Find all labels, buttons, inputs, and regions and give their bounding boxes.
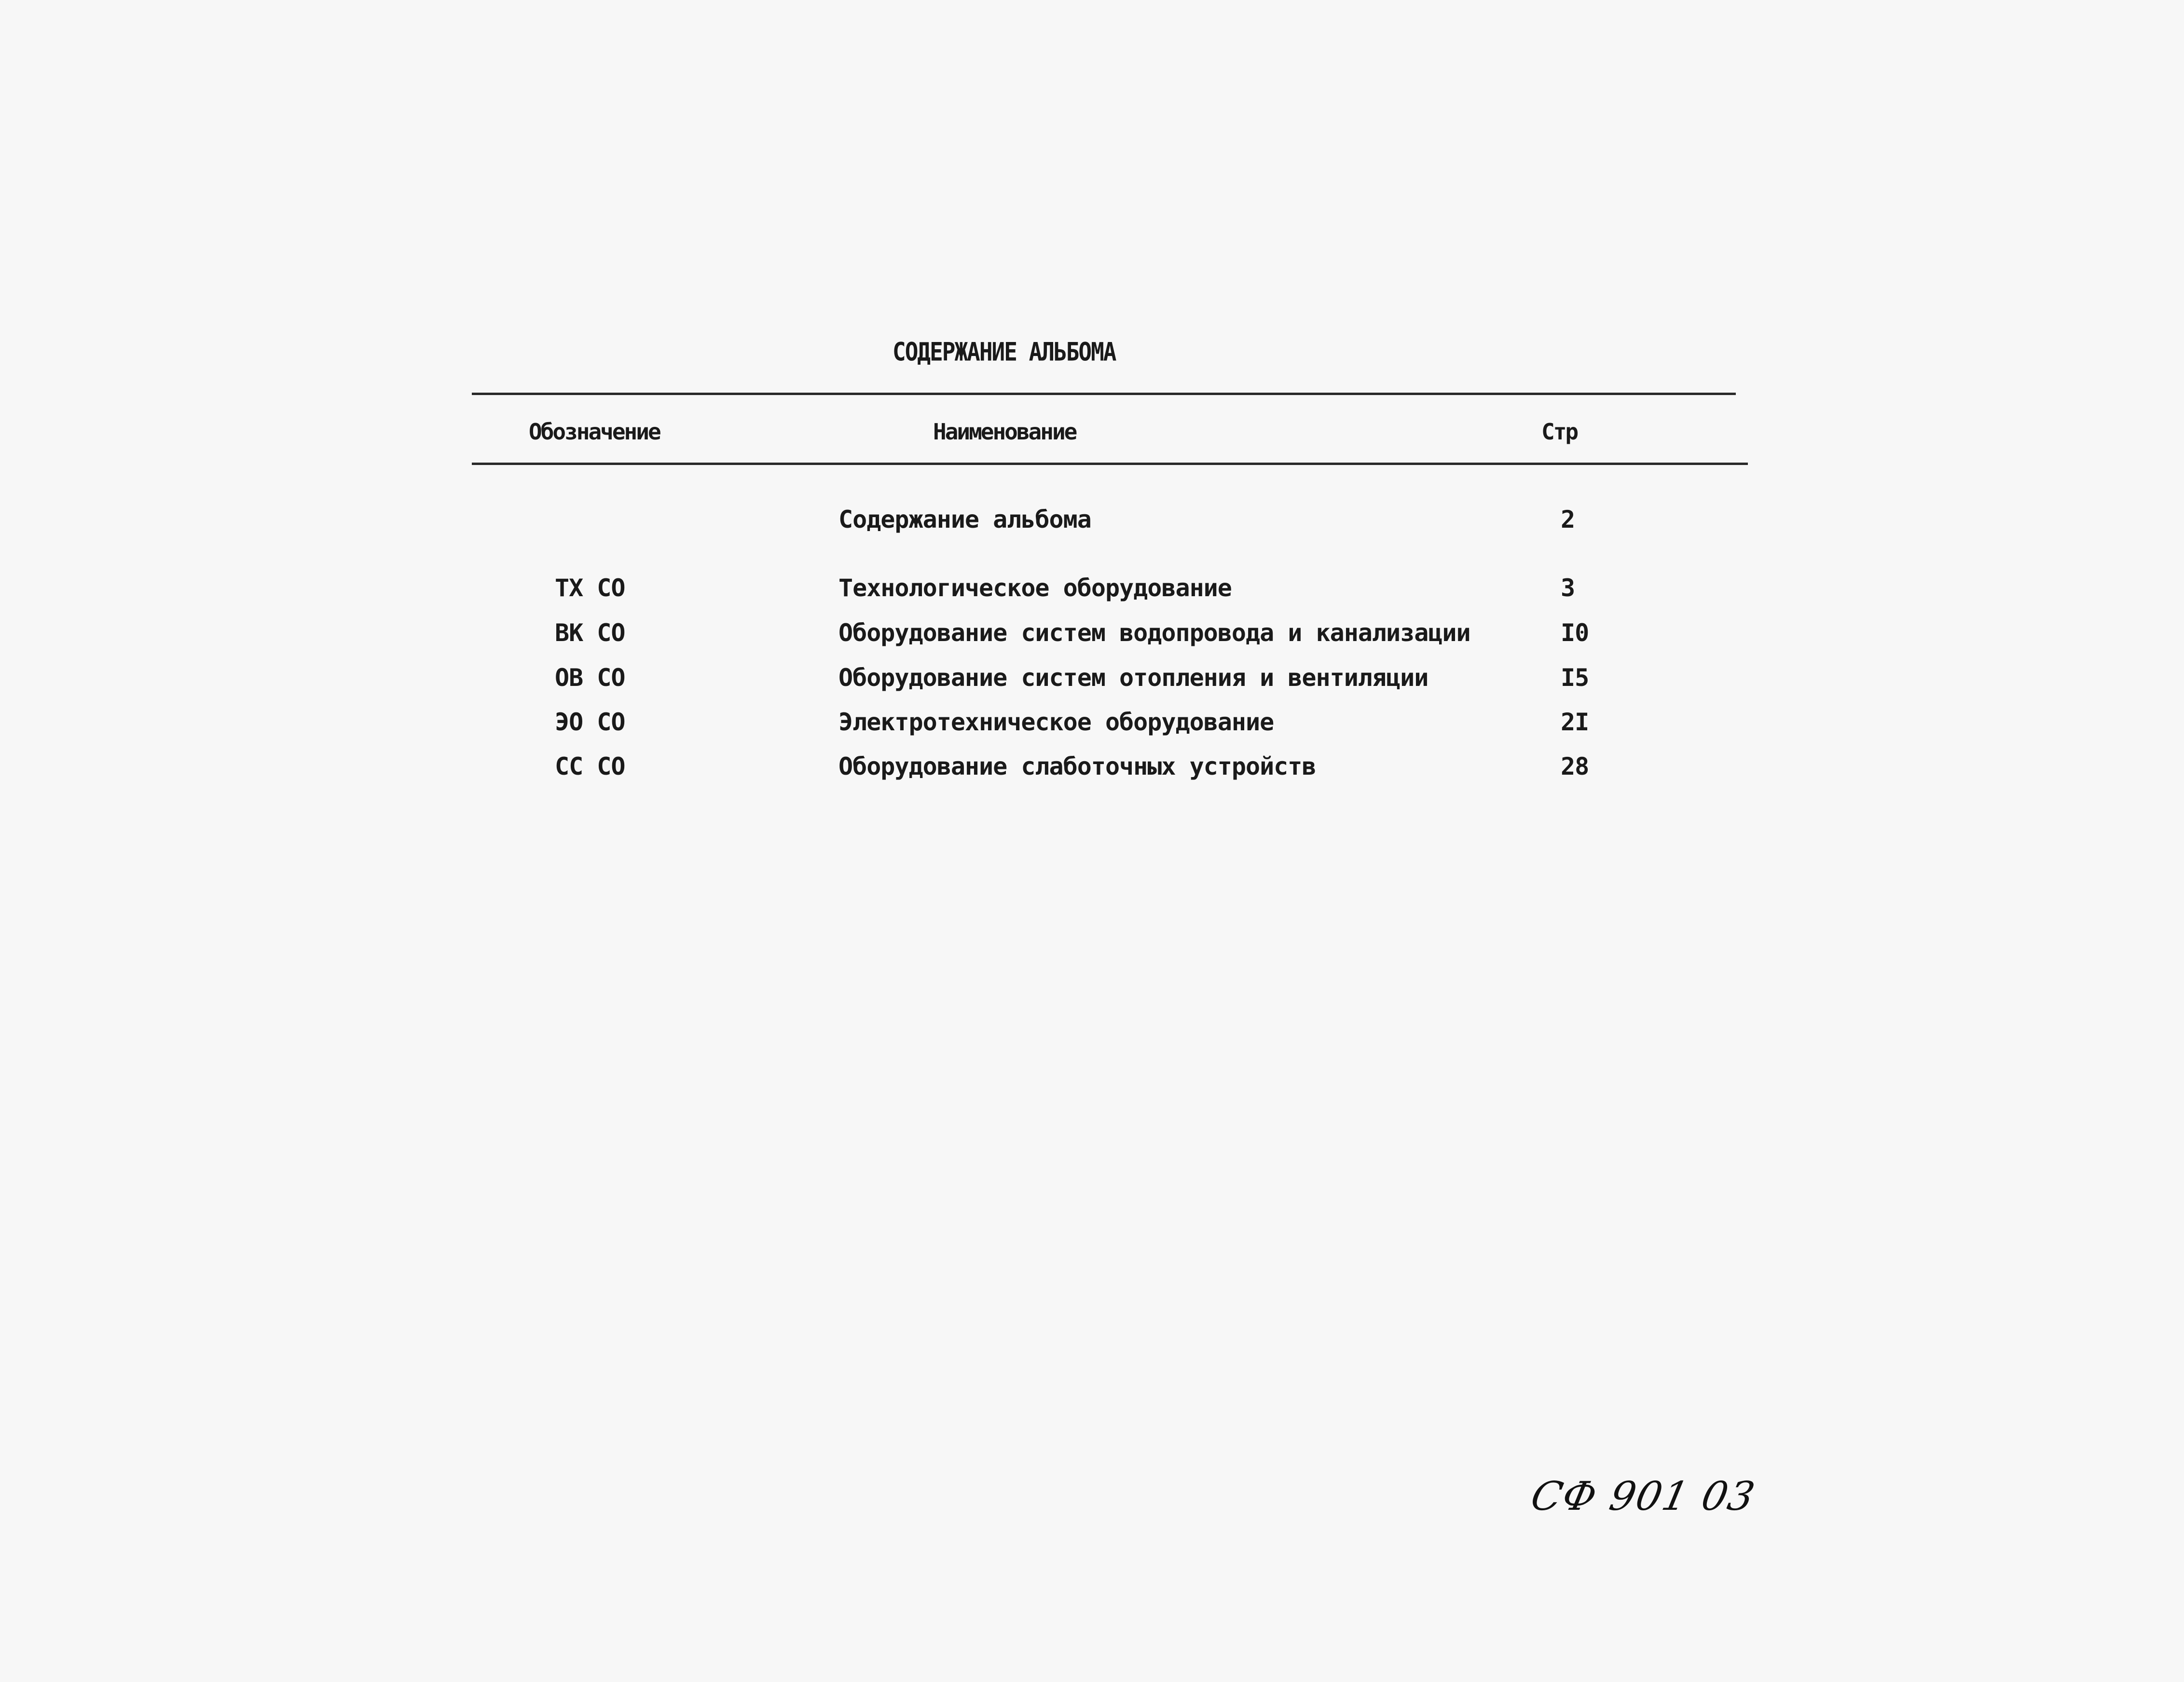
table-row (0, 664, 2184, 697)
row-page: 2 (1561, 506, 1575, 533)
row-page: 2I (1561, 708, 1589, 736)
table-row (0, 708, 2184, 742)
column-header-page: Стр (1541, 419, 1578, 445)
row-code: ОВ СО (555, 664, 625, 692)
row-page: I5 (1561, 664, 1589, 692)
row-page: I0 (1561, 619, 1589, 647)
header-bottom-rule (472, 463, 1748, 465)
row-name: Оборудование слаботочных устройств (838, 752, 1316, 780)
column-header-name: Наименование (933, 419, 1076, 445)
row-name: Оборудование систем водопровода и канализации (838, 619, 1470, 647)
table-row (0, 574, 2184, 608)
row-name: Электротехническое оборудование (838, 708, 1274, 736)
row-code: ЭО СО (555, 708, 625, 736)
row-code: ТХ СО (555, 574, 625, 602)
document-code-stamp: СФ 901 03 (1526, 1474, 1759, 1519)
row-page: 28 (1561, 752, 1589, 780)
document-title: СОДЕРЖАНИЕ АЛЬБОМА (893, 337, 1116, 367)
table-row (0, 506, 2184, 539)
column-header-code: Обозначение (529, 419, 660, 445)
row-name: Технологическое оборудование (838, 574, 1232, 602)
row-name: Оборудование систем отопления и вентиляции (838, 664, 1429, 692)
row-name: Содержание альбома (838, 506, 1091, 533)
table-row (0, 752, 2184, 786)
row-page: 3 (1561, 574, 1575, 602)
row-code: СС СО (555, 752, 625, 780)
header-top-rule (472, 393, 1736, 395)
row-code: ВК СО (555, 619, 625, 647)
table-row (0, 619, 2184, 653)
